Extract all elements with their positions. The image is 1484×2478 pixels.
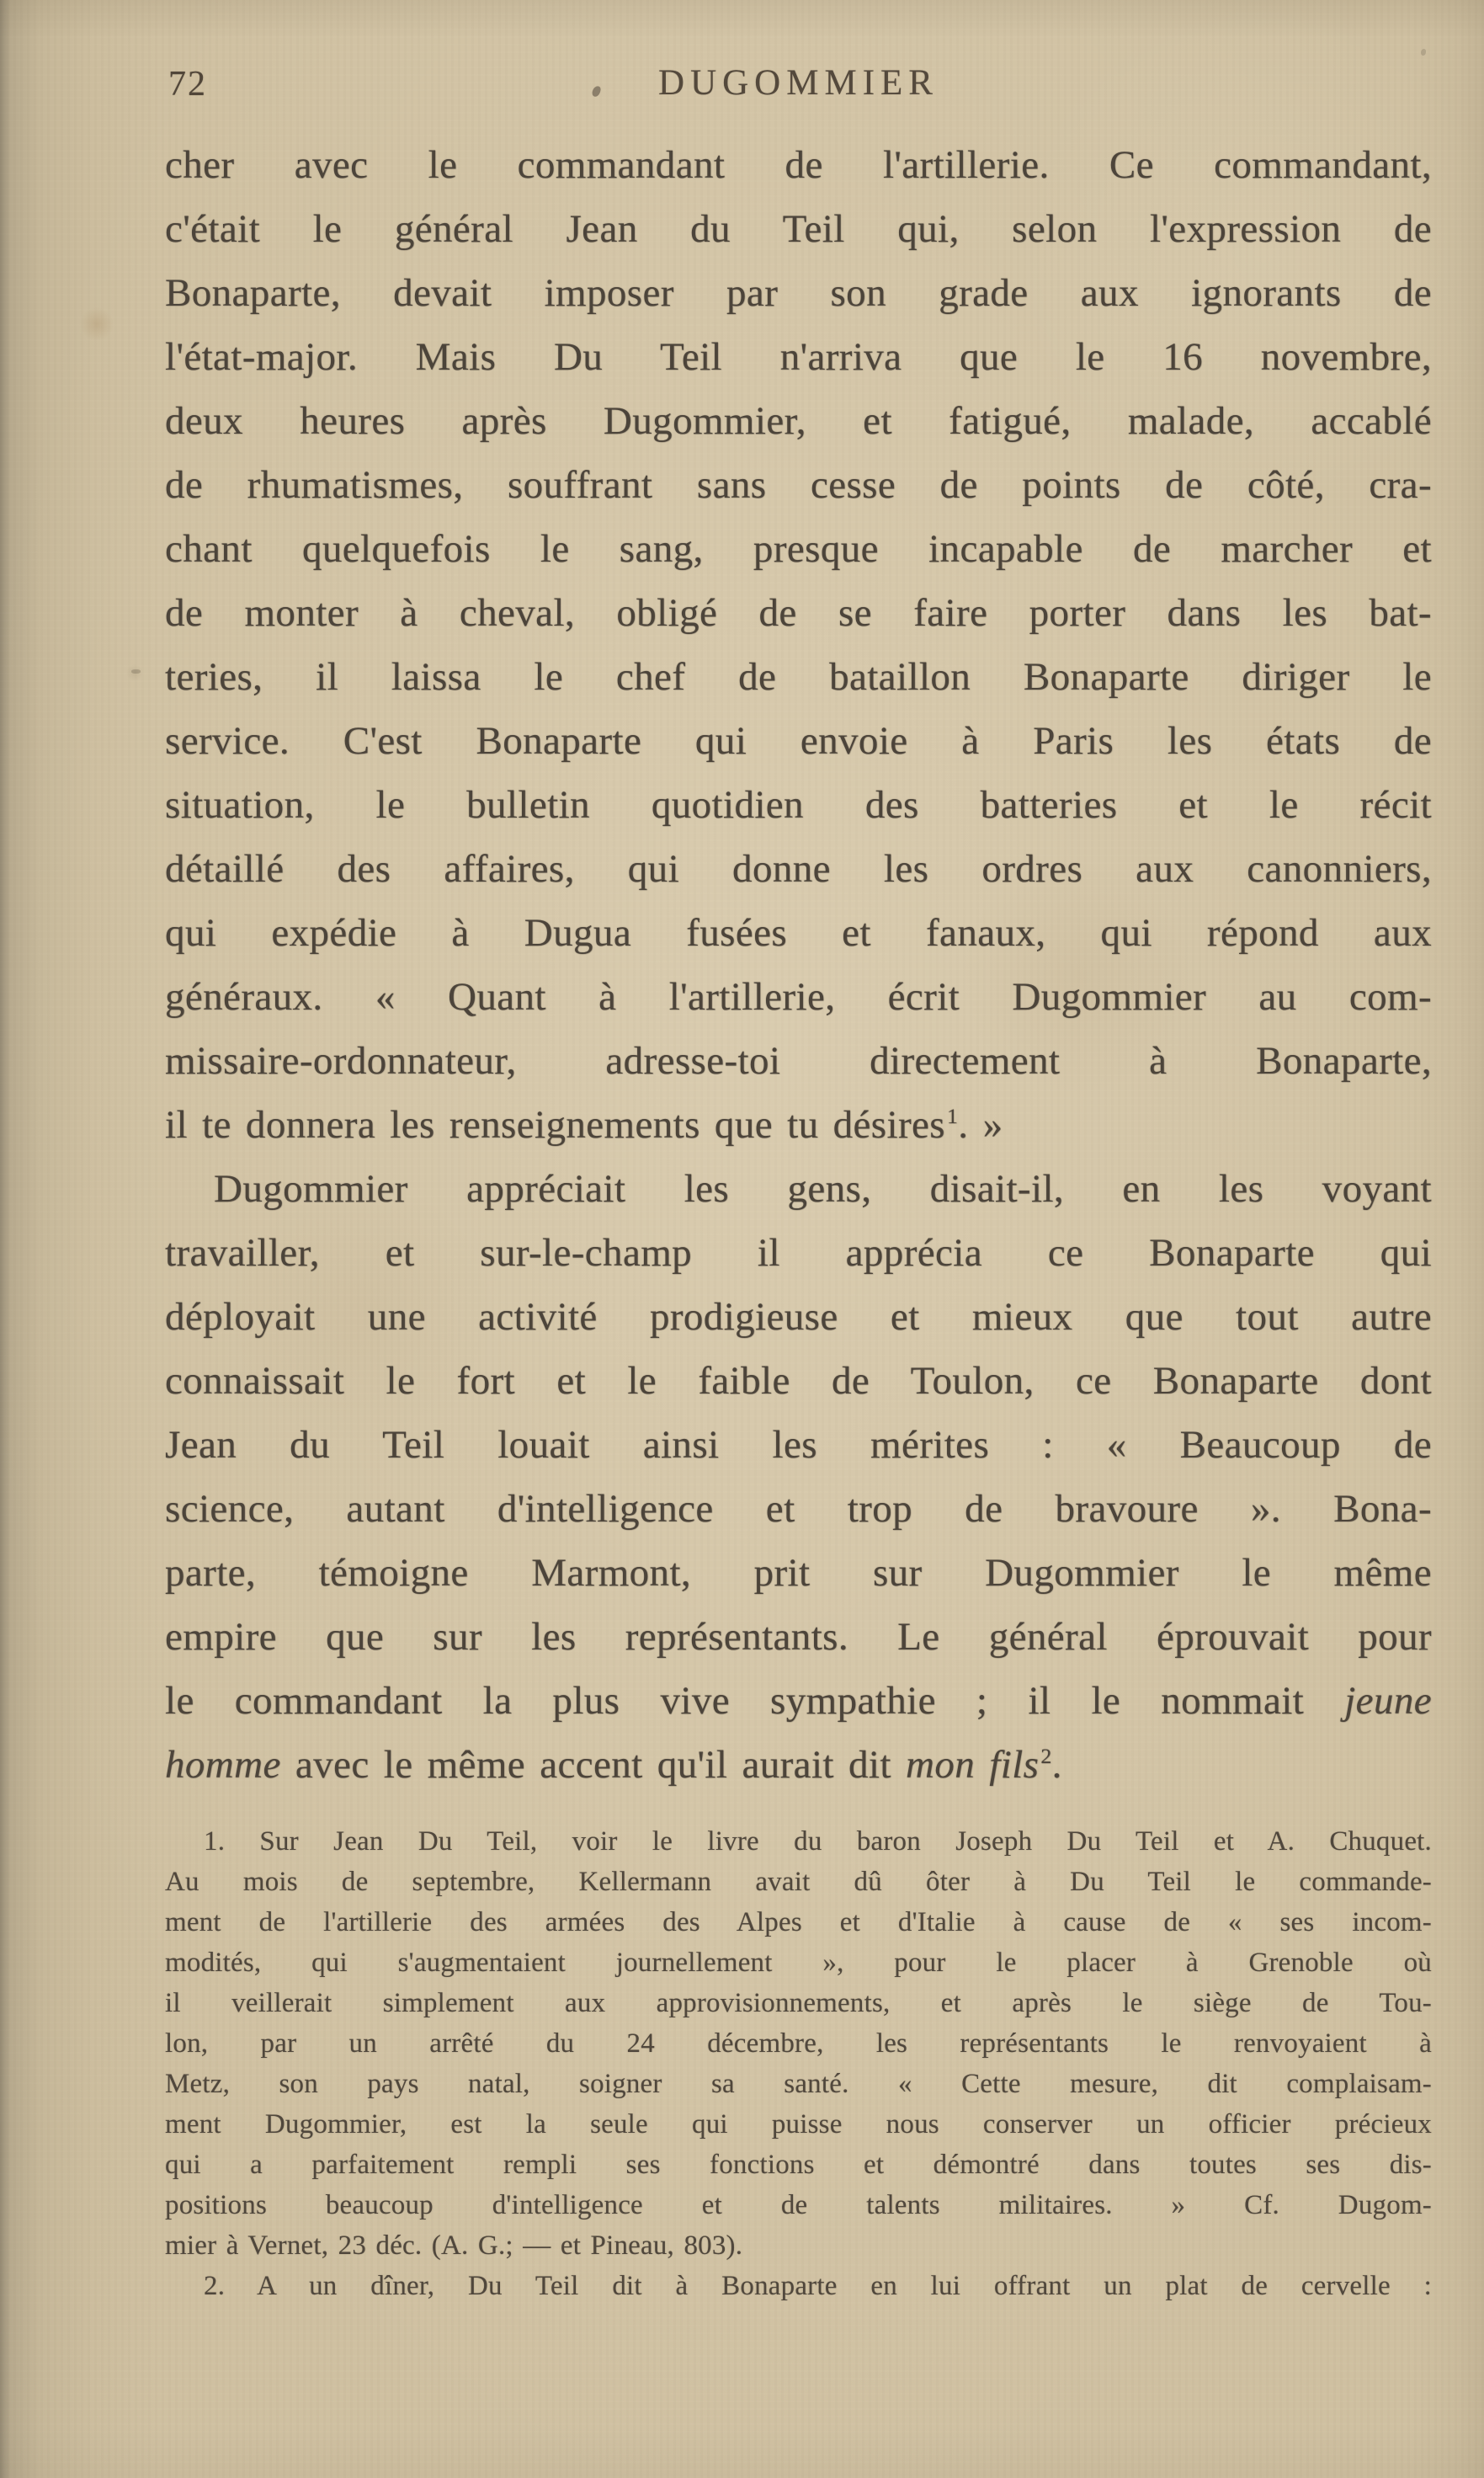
- footnotes: [165, 1821, 1432, 2306]
- text-segment: jeune: [1344, 1679, 1432, 1723]
- text-line: [165, 133, 1432, 197]
- text-line: [165, 901, 1432, 965]
- text-segment: ment Dugommier, est la seule qui puisse nous conserver un officier précieux: [165, 2109, 1432, 2140]
- text-line: [165, 2104, 1432, 2145]
- text-line: [165, 965, 1432, 1029]
- text-line: [165, 1541, 1432, 1605]
- text-line: [165, 1669, 1432, 1733]
- text-segment: homme: [165, 1743, 281, 1787]
- text-segment: science, autant d'intelligence et trop de bravoure ». Bona-: [165, 1487, 1432, 1531]
- text-segment: Metz, son pays natal, soigner sa santé. « Cette mesure, dit complaisam-: [165, 2069, 1432, 2099]
- text-line: [165, 1942, 1432, 1983]
- text-line: [165, 325, 1432, 389]
- text-segment: il veillerait simplement aux approvisionnements, et après le siège de Tou-: [165, 1988, 1432, 2018]
- text-line: [165, 709, 1432, 773]
- text-line: [165, 2145, 1432, 2185]
- text-segment: modités, qui s'augmentaient journellement », pour le placer à Grenoble où: [165, 1948, 1432, 1978]
- text-line: [165, 773, 1432, 837]
- text-segment: Bonaparte, devait imposer par son grade aux ignorants de: [165, 271, 1432, 315]
- text-segment: Jean du Teil louait ainsi les mérites : « Beaucoup de: [165, 1423, 1432, 1467]
- text-line: [165, 1093, 1432, 1157]
- text-segment: Au mois de septembre, Kellermann avait dû ôter à Du Teil le commande-: [165, 1867, 1432, 1897]
- text-line: [165, 1157, 1432, 1221]
- text-line: [165, 1733, 1432, 1797]
- text-line: [165, 517, 1432, 581]
- text-segment: .: [1051, 1743, 1062, 1787]
- text-segment: situation, le bulletin quotidien des batteries et le récit: [165, 783, 1432, 827]
- text-line: [165, 1477, 1432, 1541]
- text-line: [165, 1902, 1432, 1942]
- text-segment: 2: [1040, 1744, 1052, 1769]
- text-segment: connaissait le fort et le faible de Toulon, ce Bonaparte dont: [165, 1359, 1432, 1403]
- ink-speck: [1421, 49, 1426, 56]
- body-text: [165, 133, 1432, 1797]
- text-line: [165, 389, 1432, 453]
- text-segment: mon fils: [905, 1743, 1040, 1787]
- text-segment: qui a parfaitement rempli ses fonctions et démontré dans toutes ses dis-: [165, 2150, 1432, 2180]
- text-segment: de rhumatismes, souffrant sans cesse de points de côté, cra-: [165, 463, 1432, 507]
- text-segment: positions beaucoup d'intelligence et de talents militaires. » Cf. Dugom-: [165, 2190, 1432, 2220]
- text-line: [165, 1413, 1432, 1477]
- text-segment: travailler, et sur-le-champ il apprécia ce Bonaparte qui: [165, 1231, 1432, 1275]
- text-line: [165, 2064, 1432, 2104]
- text-line: [165, 261, 1432, 325]
- text-segment: 1: [946, 1104, 959, 1129]
- text-segment: chant quelquefois le sang, presque incapable de marcher et: [165, 527, 1432, 571]
- text-line: [165, 2185, 1432, 2225]
- running-title: DUGOMMIER: [658, 63, 939, 103]
- text-segment: avec le même accent qu'il aurait dit: [280, 1743, 906, 1787]
- text-segment: ment de l'artillerie des armées des Alpes et d'Italie à cause de « ses incom-: [165, 1907, 1432, 1937]
- text-segment: 2. A un dîner, Du Teil dit à Bonaparte en lui offrant un plat de cervelle :: [204, 2271, 1432, 2301]
- text-line: [165, 1983, 1432, 2023]
- text-line: [165, 1285, 1432, 1349]
- text-line: [165, 1821, 1432, 1862]
- text-line: [165, 1349, 1432, 1413]
- text-line: [165, 2266, 1432, 2306]
- text-segment: parte, témoigne Marmont, prit sur Dugommier le même: [165, 1551, 1432, 1595]
- text-segment: détaillé des affaires, qui donne les ordres aux canonniers,: [165, 847, 1432, 891]
- text-segment: l'état-major. Mais Du Teil n'arriva que le 16 novembre,: [165, 335, 1432, 379]
- text-segment: deux heures après Dugommier, et fatigué, malade, accablé: [165, 399, 1432, 443]
- text-line: [165, 2225, 1432, 2266]
- text-line: [165, 837, 1432, 901]
- text-line: [165, 453, 1432, 517]
- text-line: [165, 197, 1432, 261]
- text-segment: 1. Sur Jean Du Teil, voir le livre du baron Joseph Du Teil et A. Chuquet.: [204, 1826, 1432, 1857]
- text-segment: c'était le général Jean du Teil qui, selon l'expression de: [165, 207, 1432, 251]
- text-line: [165, 645, 1432, 709]
- text-segment: . »: [958, 1103, 1003, 1147]
- text-line: [165, 581, 1432, 645]
- text-segment: service. C'est Bonaparte qui envoie à Paris les états de: [165, 719, 1432, 763]
- page-number: 72: [168, 65, 207, 104]
- text-segment: mier à Vernet, 23 déc. (A. G.; — et Pineau, 803).: [165, 2230, 743, 2261]
- running-head: [165, 59, 1432, 106]
- ink-speck: [131, 669, 141, 674]
- text-segment: missaire-ordonnateur, adresse-toi directement à Bonaparte,: [165, 1039, 1432, 1083]
- text-line: [165, 1221, 1432, 1285]
- text-segment: cher avec le commandant de l'artillerie. Ce commandant,: [165, 143, 1432, 187]
- text-segment: le commandant la plus vive sympathie ; il le nommait: [165, 1679, 1345, 1723]
- text-segment: déployait une activité prodigieuse et mieux que tout autre: [165, 1295, 1432, 1339]
- text-line: [165, 1605, 1432, 1669]
- text-segment: Dugommier appréciait les gens, disait-il, en les voyant: [214, 1167, 1432, 1211]
- text-line: [165, 1862, 1432, 1902]
- text-segment: lon, par un arrêté du 24 décembre, les représentants le renvoyaient à: [165, 2028, 1432, 2059]
- text-segment: généraux. « Quant à l'artillerie, écrit Dugommier au com-: [165, 975, 1432, 1019]
- text-line: [165, 2023, 1432, 2064]
- text-segment: qui expédie à Dugua fusées et fanaux, qui répond aux: [165, 911, 1432, 955]
- text-segment: il te donnera les renseignements que tu désires: [165, 1103, 945, 1147]
- text-segment: de monter à cheval, obligé de se faire porter dans les bat-: [165, 591, 1432, 635]
- text-line: [165, 1029, 1432, 1093]
- text-segment: empire que sur les représentants. Le général éprouvait pour: [165, 1615, 1432, 1659]
- text-segment: teries, il laissa le chef de bataillon Bonaparte diriger le: [165, 655, 1432, 699]
